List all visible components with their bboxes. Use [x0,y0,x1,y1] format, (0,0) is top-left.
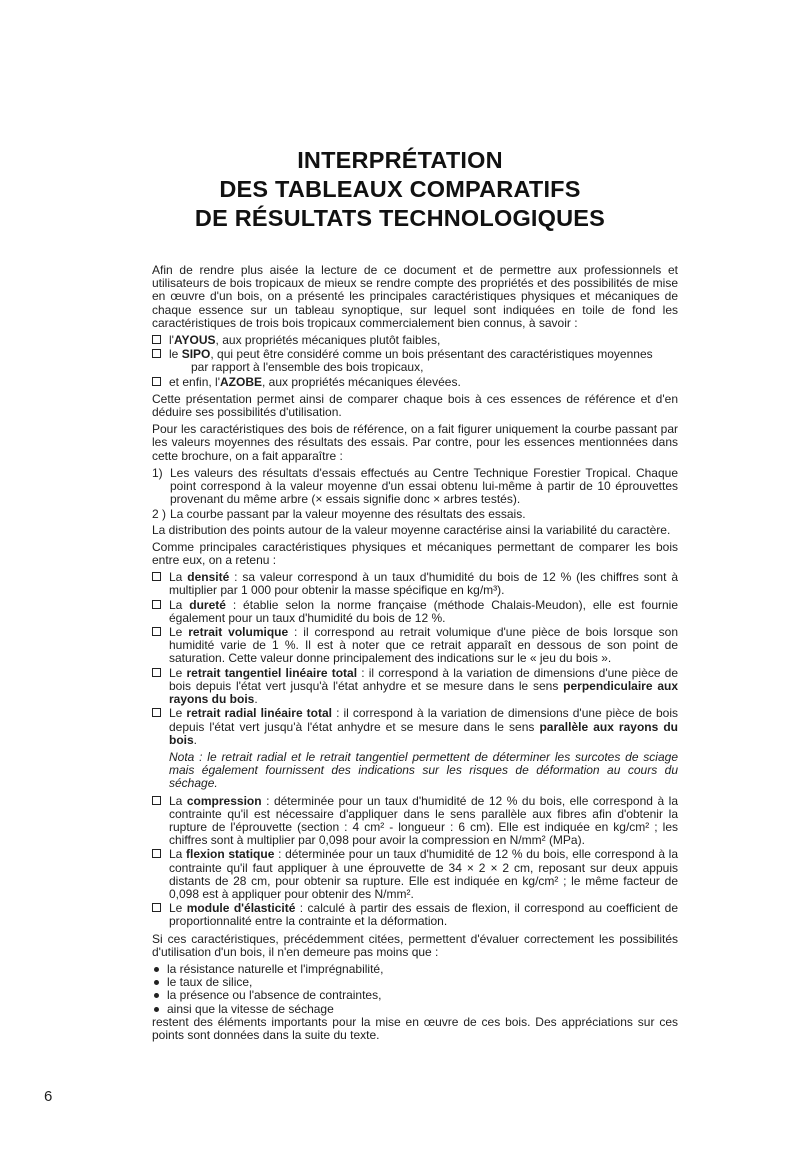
list-item: la résistance naturelle et l'imprégnabilité, [152,963,678,976]
checkbox-square-icon [152,668,161,677]
list-item: Le module d'élasticité : calculé à partir des essais de flexion, il correspond au coefficient de proportionnalité entre la contrainte et la déformation. [152,902,678,928]
list-item: l'AYOUS, aux propriétés mécaniques plutôt faibles, [152,334,678,347]
checkbox-square-icon [152,572,161,581]
title-line-2: DES TABLEAUX COMPARATIFS [219,176,581,202]
list-item: La densité : sa valeur correspond à un taux d'humidité du bois de 12 % (les chiffres sont à multiplier par 1 000 pour obtenir la masse spécifique en kg/m³). [152,571,678,597]
wood-name: AYOUS [173,333,216,348]
list-item: ainsi que la vitesse de séchage [152,1003,678,1016]
list-item: Le retrait tangentiel linéaire total : il correspond à la variation de dimensions d'une pièce de bois depuis l'état vert jusqu'à l'état anhydre et se mesure dans le sens perpendiculaire aux rayons du bois. [152,667,678,707]
checkbox-square-icon [152,903,161,912]
list-item: La dureté : établie selon la norme française (méthode Chalais-Meudon), elle est fournie également pour un taux d'humidité du bois de 12 %. [152,599,678,625]
checkbox-square-icon [152,349,161,358]
distribution-paragraph: La distribution des points autour de la valeur moyenne caractérise ainsi la variabilité du caractère. [152,522,671,537]
numbered-list [152,467,678,522]
checkbox-square-icon [152,627,161,636]
checkbox-square-icon [152,600,161,609]
list-item: la présence ou l'absence de contraintes, [152,989,678,1002]
list-item: et enfin, l'AZOBE, aux propriétés mécaniques élevées. [152,376,678,389]
body-text [152,264,678,1046]
si-paragraph: Si ces caractéristiques, précédemment citées, permettent d'évaluer correctement les possibilités d'utilisation d'un bois, il n'en demeure pas moins que : [152,931,678,959]
list-item: le taux de silice, [152,976,678,989]
checkbox-square-icon [152,377,161,386]
principales-paragraph: Comme principales caractéristiques physiques et mécaniques permettant de comparer les bois entre eux, on a retenu : [152,539,678,568]
list-item: La compression : déterminée pour un taux d'humidité de 12 % du bois, elle correspond à la contrainte qu'il est nécessaire d'appliquer dans le sens parallèle aux fibres afin d'obtenir la rupture de l'éprouvette (section : 4 cm² - longueur : 6 cm). Elle est indiquée en kg/cm² ; les chiffres sont à multiplier par 0,098 pour avoir la compression en N/mm² (MPa). [152,795,678,848]
title-line-3: DE RÉSULTATS TECHNOLOGIQUES [194,205,606,231]
checkbox-square-icon [152,796,161,805]
list-item: La flexion statique : déterminée pour un taux d'humidité de 12 % du bois, elle correspond à la contrainte qu'il faut appliquer à une éprouvette de 34 × 2 × 2 cm, reposant sur deux appuis distants de 28 cm, pour obtenir sa rupture. Elle est indiquée en kg/cm² ; le même facteur de 0,098 est à appliquer pour obtenir des N/mm². [152,848,678,901]
page-number: 6 [44,1088,53,1105]
presentation-paragraph: Cette présentation permet ainsi de comparer chaque bois à ces essences de référence et d'en déduire ses possibilités d'utilisation. [152,391,678,420]
characteristics-list [152,571,678,747]
bullet-list [152,963,678,1016]
final-paragraph: restent des éléments importants pour la mise en œuvre de ces bois. Des appréciations sur ces points sont données dans la suite du texte. [152,1014,678,1042]
intro-paragraph: Afin de rendre plus aisée la lecture de ce document et de permettre aux professionnels et utilisateurs de bois tropicaux de mieux se rendre compte des propriétés et des possibilités de mise en œuvre d'un bois, on a présenté les principales caractéristiques physiques et mécaniques de chaque essence sur un tableau synoptique, sur lequel sont indiquées en toile de fond les caractéristiques de trois bois tropicaux commercialement bien connus, à savoir : [152,263,678,330]
checkbox-square-icon [152,708,161,717]
wood-name: SIPO [181,347,211,362]
list-item: 2 ) La courbe passant par la valeur moyenne des résultats des essais. [152,507,526,522]
characteristics-list-2 [152,795,678,929]
checkbox-square-icon [152,335,161,344]
wood-name: AZOBE [220,374,262,389]
reference-paragraph: Pour les caractéristiques des bois de référence, on a fait figurer uniquement la courbe passant par les valeurs moyennes des résultats des essais. Par contre, pour les essences mentionnées dans cette brochure, on a fait apparaître : [152,422,678,463]
nota-paragraph: Nota : le retrait radial et le retrait tangentiel permettent de déterminer les surcotes de sciage mais également fournissent des indications sur les risques de déformation au cours du séchage. [169,749,678,791]
title-line-1: INTERPRÉTATION [297,147,503,173]
checkbox-square-icon [152,849,161,858]
list-item: Le retrait radial linéaire total : il correspond à la variation de dimensions d'une pièce de bois depuis l'état vert jusqu'à l'état anhydre et se mesure dans le sens parallèle aux rayons du bois. [152,707,678,747]
list-item: Le retrait volumique : il correspond au retrait volumique d'une pièce de bois lorsque son humidité varie de 1 %. Il est à noter que ce retrait apparaît en dessous de son point de saturation. Cette valeur donne principalement des indications sur le « jeu du bois ». [152,626,678,666]
reference-woods-list [152,334,678,389]
page-title [0,146,800,233]
list-item: 1) Les valeurs des résultats d'essais effectués au Centre Technique Forestier Tropical. Chaque point correspond à la valeur moyenne d'un essai obtenu lui-même à partir de 10 éprouvettes provenant du même arbre (× essais signifie donc × arbres testés). [152,465,678,507]
list-item: le SIPO, qui peut être considéré comme un bois présentant des caractéristiques moyennes par rapport à l'ensemble des bois tropicaux, [152,348,678,374]
